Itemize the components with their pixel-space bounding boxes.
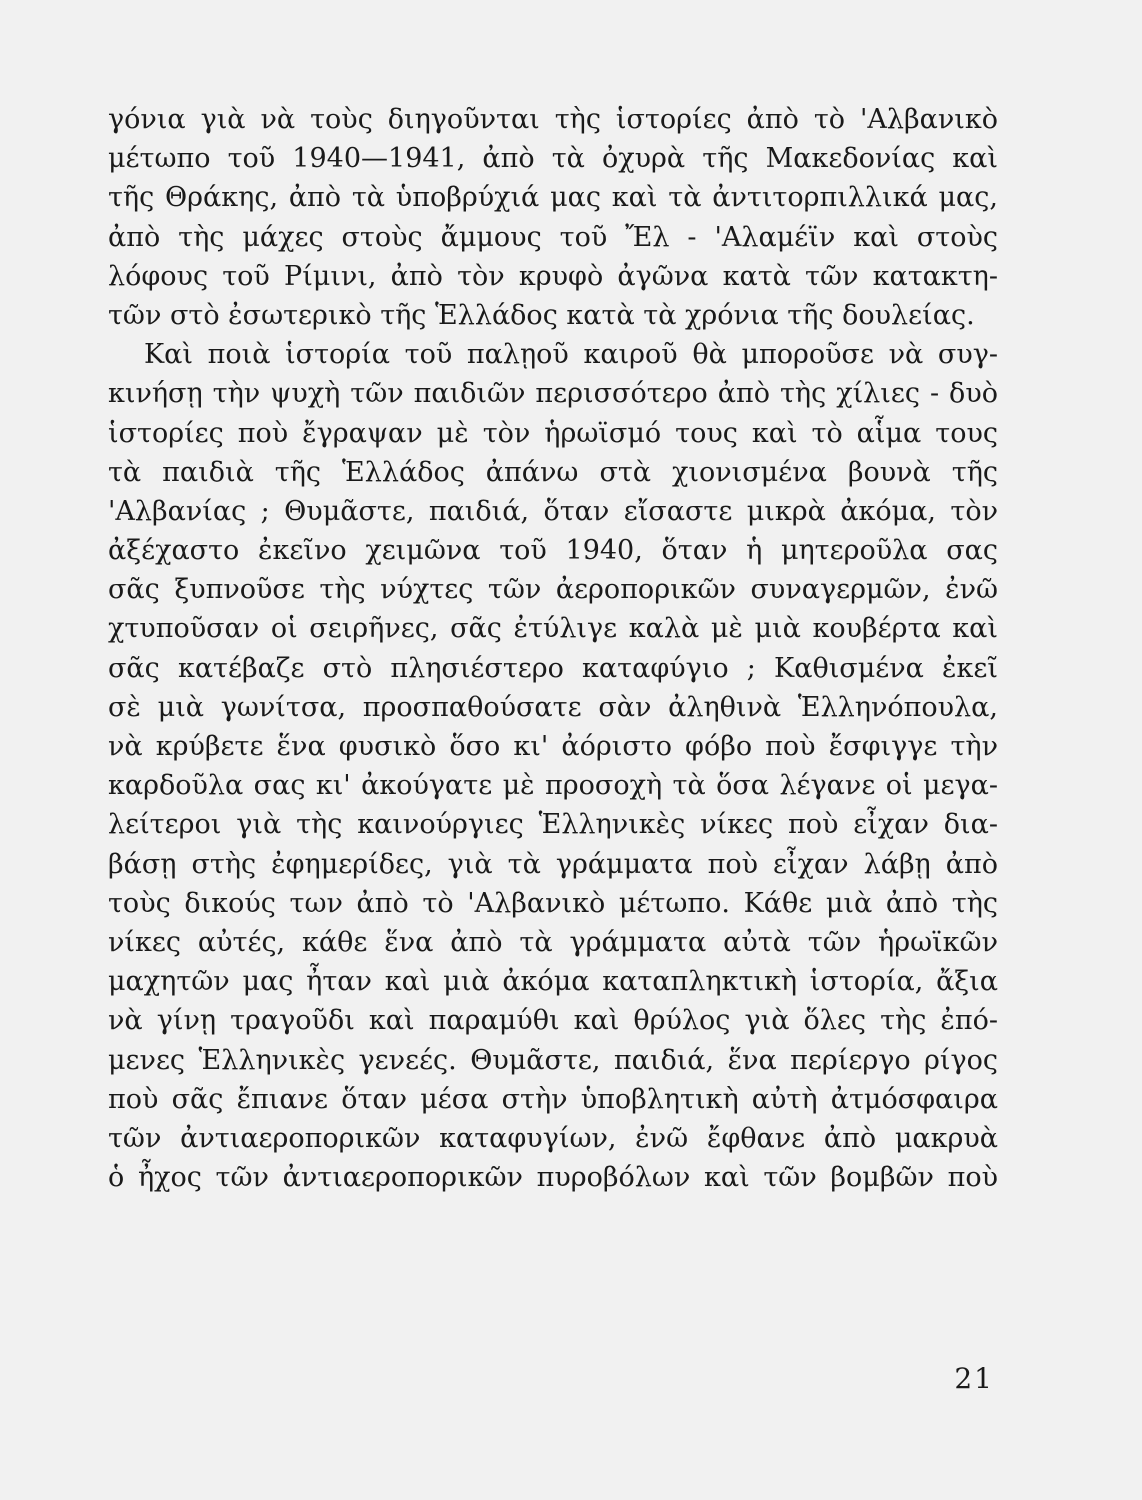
text-line: σᾶς κατέβαζε στὸ πλησιέστερο καταφύγιο ; Καθισμένα ἐκεῖ [108,652,998,684]
text-line: τῶν ἀντιαεροπορικῶν καταφυγίων, ἐνῶ ἔφθανε ἀπὸ μακρυὰ [108,1122,998,1154]
text-line: σὲ μιὰ γωνίτσα, προσπαθούσατε σὰν ἀληθινὰ Ἑλληνόπουλα, [108,691,998,723]
text-line: κινήσῃ τὴν ψυχὴ τῶν παιδιῶν περισσότερο ἀπὸ τὴς χίλιες - δυὸ [108,378,998,410]
text-line: Καὶ ποιὰ ἱστορία τοῦ παλῃοῦ καιροῦ θὰ μποροῦσε νὰ συγ- [144,339,998,371]
text-line: μέτωπο τοῦ 1940—1941, ἀπὸ τὰ ὀχυρὰ τῆς Μακεδονίας καὶ [108,143,998,175]
text-line: 'Αλβανίας ; Θυμᾶστε, παιδιά, ὅταν εἴσαστε μικρὰ ἀκόμα, τὸν [108,495,998,527]
text-line: χτυποῦσαν οἱ σειρῆνες, σᾶς ἐτύλιγε καλὰ μὲ μιὰ κουβέρτα καὶ [108,613,998,645]
text-line: ὁ ἦχος τῶν ἀντιαεροπορικῶν πυροβόλων καὶ τῶν βομβῶν ποὺ [108,1162,998,1194]
text-line: νὰ κρύβετε ἕνα φυσικὸ ὅσο κι' ἀόριστο φόβο ποὺ ἔσφιγγε τὴν [108,731,998,762]
text-line: τὰ παιδιὰ τῆς Ἑλλάδος ἀπάνω στὰ χιονισμένα βουνὰ τῆς [108,456,998,488]
text-line: λείτεροι γιὰ τὴς καινούργιες Ἑλληνικὲς νίκες ποὺ εἶχαν δια- [108,809,998,841]
text-line: τῆς Θράκης, ἀπὸ τὰ ὑποβρύχιά μας καὶ τὰ ἀντιτορπιλλικά μας, [108,182,998,214]
text-line: λόφους τοῦ Ρίμινι, ἀπὸ τὸν κρυφὸ ἀγῶνα κατὰ τῶν κατακτη- [108,260,998,292]
text-line: γόνια γιὰ νὰ τοὺς διηγοῦνται τὴς ἱστορίες ἀπὸ τὸ 'Αλβανικὸ [108,104,998,135]
text-line: νίκες αὐτές, κάθε ἕνα ἀπὸ τὰ γράμματα αὐτὰ τῶν ἡρωϊκῶν [108,926,998,958]
text-line: τοὺς δικούς των ἀπὸ τὸ 'Αλβανικὸ μέτωπο. Κάθε μιὰ ἀπὸ τὴς [108,887,998,919]
text-line: ἀξέχαστο ἐκεῖνο χειμῶνα τοῦ 1940, ὅταν ἡ μητεροῦλα σας [108,535,998,567]
text-line: μενες Ἑλληνικὲς γενεές. Θυμᾶστε, παιδιά, ἕνα περίεργο ρίγος [108,1044,998,1076]
text-line: μαχητῶν μας ἦταν καὶ μιὰ ἀκόμα καταπληκτικὴ ἱστορία, ἄξια [108,966,998,998]
text-line: νὰ γίνῃ τραγοῦδι καὶ παραμύθι καὶ θρύλος γιὰ ὅλες τὴς ἐπό- [108,1005,998,1037]
text-line: σᾶς ξυπνοῦσε τὴς νύχτες τῶν ἀεροπορικῶν συναγερμῶν, ἐνῶ [108,574,998,606]
body-text [108,100,998,1197]
text-line: ποὺ σᾶς ἔπιανε ὅταν μέσα στὴν ὑποβλητικὴ αὐτὴ ἀτμόσφαιρα [108,1083,998,1115]
text-line: ἀπὸ τὴς μάχες στοὺς ἄμμους τοῦ Ἔλ - 'Αλαμέϊν καὶ στοὺς [108,221,998,253]
text-line: καρδοῦλα σας κι' ἀκούγατε μὲ προσοχὴ τὰ ὅσα λέγανε οἱ μεγα- [108,770,998,802]
text-line: τῶν στὸ ἐσωτερικὸ τῆς Ἑλλάδος κατὰ τὰ χρόνια τῆς δουλείας. [108,299,975,331]
text-line: ἱστορίες ποὺ ἔγραψαν μὲ τὸν ἡρωϊσμό τους καὶ τὸ αἷμα τους [108,417,998,449]
text-line: βάσῃ στὴς ἐφημερίδες, γιὰ τὰ γράμματα ποὺ εἶχαν λάβῃ ἀπὸ [108,848,998,880]
page-number: 21 [954,1362,994,1395]
